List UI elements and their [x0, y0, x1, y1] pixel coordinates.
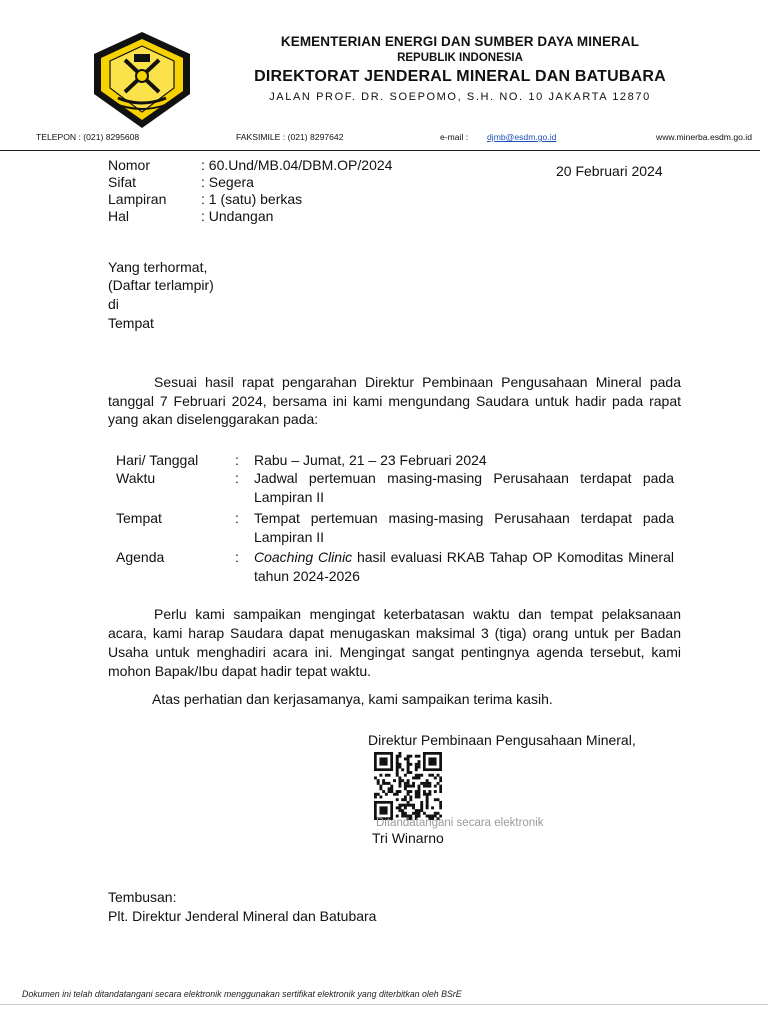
detail-date-label: Hari/ Tanggal [116, 452, 199, 468]
detail-agenda-value [254, 548, 674, 585]
signatory-title: Direktur Pembinaan Pengusahaan Mineral, [368, 732, 636, 748]
fax: FAKSIMILE : (021) 8297642 [236, 132, 344, 142]
agenda-rest: hasil evaluasi RKAB Tahap OP Komoditas Mineral tahun 2024-2026 [254, 549, 674, 584]
note-paragraph: Perlu kami sampaikan mengingat keterbatasan waktu dan tempat pelaksanaan acara, kami harap Saudara dapat menugaskan maksimal 3 (tiga) orang untuk per Badan Usaha untuk menghadiri acara ini. Mengingat sangat pentingnya agenda tersebut, kami mohon Bapak/Ibu dapat hadir tepat waktu. [108, 606, 681, 679]
recipient-line: Tempat [108, 315, 154, 331]
recipient-line: (Daftar terlampir) [108, 277, 214, 293]
meta-lampiran-value: : 1 (satu) berkas [201, 191, 303, 207]
meta-nomor-value: : 60.Und/MB.04/DBM.OP/2024 [201, 157, 393, 173]
meta-hal-value: : Undangan [201, 208, 274, 224]
intro-paragraph: Sesuai hasil rapat pengarahan Direktur Pembinaan Pengusahaan Mineral pada tanggal 7 Februari 2024, bersama ini kami mengundang Saudara untuk hadir pada rapat yang akan diselenggarakan pada: [108, 374, 681, 427]
detail-colon: : [235, 470, 239, 486]
footer-divider [0, 1004, 768, 1005]
detail-agenda-label: Agenda [116, 549, 165, 565]
website[interactable]: www.minerba.esdm.go.id [655, 132, 752, 142]
agenda-italic: Coaching Clinic [254, 549, 353, 565]
detail-time-value: Jadwal pertemuan masing-masing Perusahaan terdapat pada Lampiran II [254, 470, 674, 505]
ministry-name: KEMENTERIAN ENERGI DAN SUMBER DAYA MINERAL [280, 34, 640, 49]
cc-label: Tembusan: [108, 889, 177, 905]
directorate-name: DIREKTORAT JENDERAL MINERAL DAN BATUBARA [254, 68, 666, 85]
recipient-line: di [108, 296, 119, 312]
closing-sentence: Atas perhatian dan kerjasamanya, kami sampaikan terima kasih. [152, 691, 553, 707]
signatory-name: Tri Winarno [372, 830, 444, 846]
contact-bar [32, 132, 756, 146]
cc-item: Plt. Direktur Jenderal Mineral dan Batubara [108, 908, 377, 924]
detail-place-value: Tempat pertemuan masing-masing Perusahaan terdapat pada Lampiran II [254, 510, 674, 545]
ministry-logo [88, 30, 196, 130]
meta-nomor-label: Nomor [108, 157, 151, 173]
office-address: JALAN PROF. DR. SOEPOMO, S.H. NO. 10 JAKARTA 12870 [269, 91, 651, 103]
detail-colon: : [235, 452, 239, 468]
recipient-line: Yang terhormat, [108, 259, 208, 275]
esign-watermark: Ditandatangani secara elektronik [376, 817, 544, 829]
meta-lampiran-label: Lampiran [108, 191, 167, 207]
letter-date: 20 Februari 2024 [556, 163, 663, 179]
signature-qr-code [374, 752, 442, 820]
detail-place-label: Tempat [116, 510, 162, 526]
header-divider [0, 150, 760, 151]
detail-date-value: Rabu – Jumat, 21 – 23 Februari 2024 [254, 452, 487, 468]
meta-sifat-label: Sifat [108, 174, 137, 190]
detail-colon: : [235, 549, 239, 565]
republic-name: REPUBLIK INDONESIA [397, 52, 523, 64]
telephone: TELEPON : (021) 8295608 [36, 132, 140, 142]
email-label: e-mail : [440, 132, 469, 142]
footer-note: Dokumen ini telah ditandatangani secara elektronik menggunakan sertifikat elektronik yang diterbitkan oleh BSrE [22, 989, 462, 999]
meta-sifat-value: : Segera [201, 174, 254, 190]
email-link[interactable]: djmb@esdm.go.id [487, 132, 557, 142]
meta-hal-label: Hal [108, 208, 130, 224]
detail-colon: : [235, 510, 239, 526]
detail-time-label: Waktu [116, 470, 156, 486]
